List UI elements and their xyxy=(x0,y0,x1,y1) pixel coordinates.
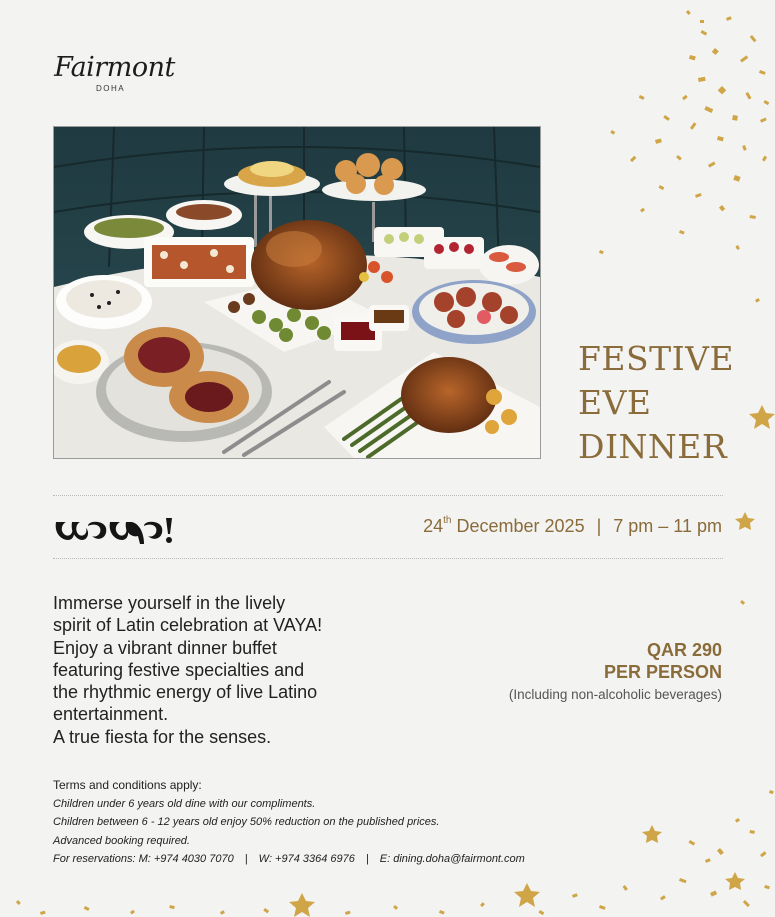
terms-block xyxy=(53,776,613,869)
event-day: 24 xyxy=(423,516,444,536)
event-time: 7 pm – 11 pm xyxy=(613,516,722,536)
price-amount: QAR 290 xyxy=(646,640,722,660)
intro-line: featuring festive specialties and xyxy=(53,659,305,680)
intro-paragraph xyxy=(53,592,393,748)
reservation-email[interactable]: E: dining.doha@fairmont.com xyxy=(379,853,525,865)
price-note: (Including non-alcoholic beverages) xyxy=(508,687,722,702)
terms-children-6-12: Children between 6 - 12 years old enjoy 50% reduction on the published prices. xyxy=(53,816,440,828)
intro-line: spirit of Latin celebration at VAYA! xyxy=(53,615,323,636)
fairmont-logo xyxy=(52,52,177,94)
reservations-line xyxy=(53,850,613,869)
fairmont-wordmark: Fairmont xyxy=(54,52,175,83)
terms-heading: Terms and conditions apply: xyxy=(53,778,202,792)
fairmont-city: DOHA xyxy=(95,84,126,93)
event-title-line-3: DINNER xyxy=(578,427,728,466)
event-title-line-1: FESTIVE xyxy=(578,339,735,378)
buffet-food-photo xyxy=(53,126,541,459)
reservation-whatsapp[interactable]: W: +974 3364 6976 xyxy=(258,853,355,865)
intro-line: the rhythmic energy of live Latino xyxy=(53,682,318,703)
event-title xyxy=(578,337,758,469)
buffet-illustration xyxy=(54,127,540,458)
price-block xyxy=(470,639,722,706)
vaya-logo xyxy=(52,510,177,548)
intro-line: Immerse yourself in the lively xyxy=(53,593,286,613)
reservation-separator: | xyxy=(365,853,369,865)
intro-line: Enjoy a vibrant dinner buffet xyxy=(53,637,277,658)
divider-top xyxy=(53,495,723,496)
intro-line: entertainment. xyxy=(53,704,169,725)
intro-line: A true fiesta for the senses. xyxy=(53,726,272,747)
event-date-time xyxy=(320,516,722,537)
date-time-separator: | xyxy=(596,516,602,536)
event-day-suffix: th xyxy=(443,515,452,526)
reservation-separator: | xyxy=(244,853,248,865)
event-title-line-2: EVE xyxy=(578,383,652,422)
event-month-year: December 2025 xyxy=(451,516,585,536)
reservation-mobile[interactable]: For reservations: M: +974 4030 7070 xyxy=(53,853,234,865)
terms-children-under-6: Children under 6 years old dine with our compliments. xyxy=(53,797,316,810)
terms-advance-booking: Advanced booking required. xyxy=(53,834,190,847)
vaya-logo-text: VAYA! xyxy=(52,510,55,511)
price-unit: PER PERSON xyxy=(603,662,722,682)
divider-bottom xyxy=(53,558,723,559)
